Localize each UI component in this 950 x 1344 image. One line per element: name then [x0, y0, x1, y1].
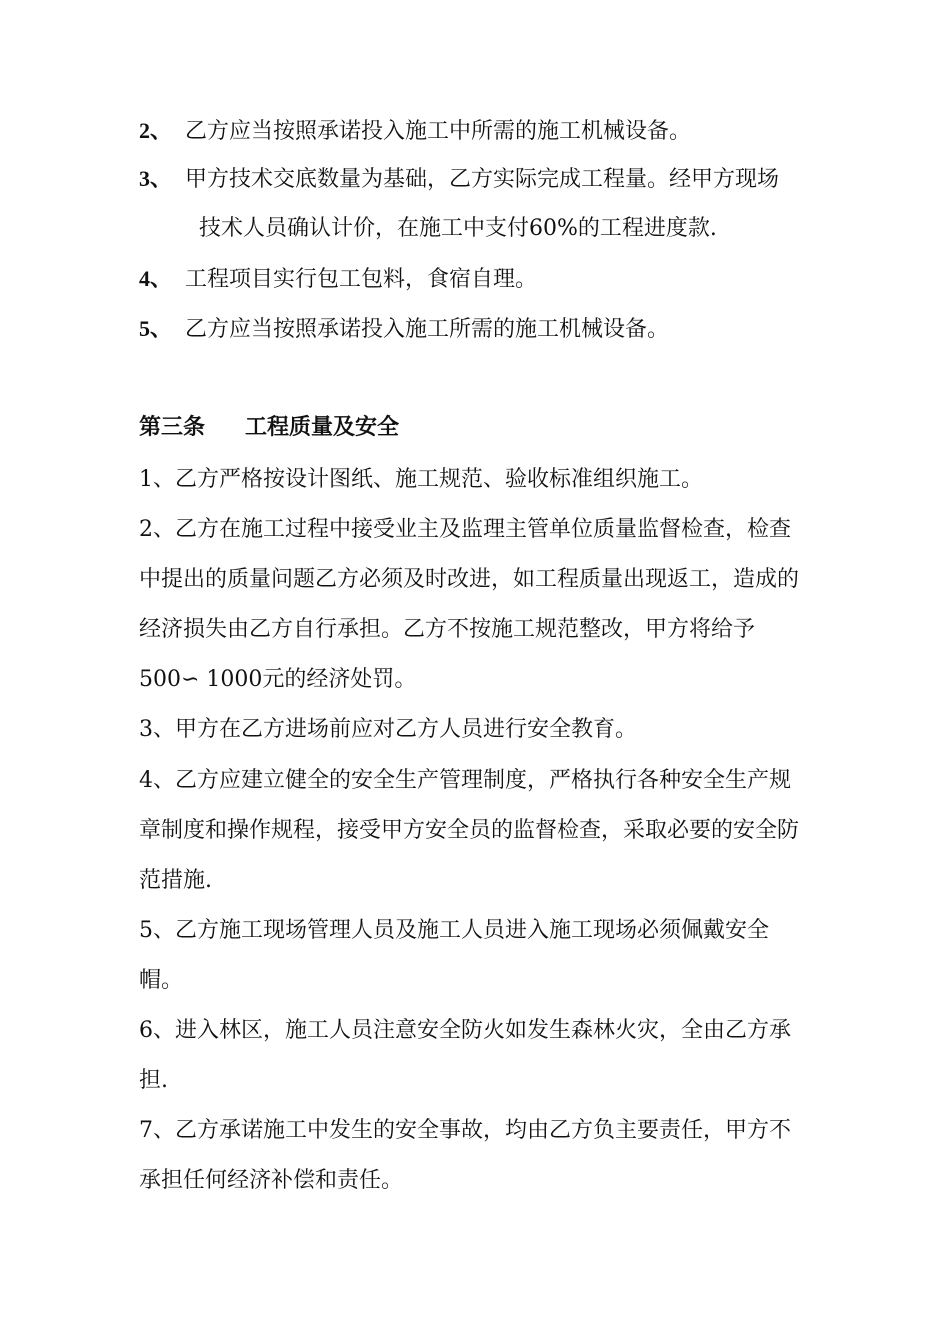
body-line: 担. [139, 1068, 168, 1093]
section-label: 第三条 [139, 415, 206, 440]
body-line: 2、乙方在施工过程中接受业主及监理主管单位质量监督检查，检查 [139, 517, 791, 542]
body-line: 3、甲方在乙方进场前应对乙方人员进行安全教育。 [139, 717, 637, 742]
body-line: 中提出的质量问题乙方必须及时改进，如工程质量出现返工，造成的 [139, 567, 800, 592]
list-item-text: 甲方技术交底数量为基础，乙方实际完成工程量。经甲方现场 [185, 167, 780, 192]
list-item-text: 工程项目实行包工包料，食宿自理。 [185, 267, 538, 292]
section-heading [139, 414, 399, 442]
body-line: 500∽ 1000元的经济处罚。 [139, 667, 417, 692]
list-item-text: 技术人员确认计价，在施工中支付60%的工程进度款. [199, 216, 717, 241]
list-item-number: 5、 [139, 316, 173, 341]
list-item-number: 3、 [139, 166, 173, 191]
body-line: 帽。 [139, 968, 184, 993]
section-title: 工程质量及安全 [245, 415, 400, 440]
body-line: 4、乙方应建立健全的安全生产管理制度，严格执行各种安全生产规 [139, 768, 791, 793]
list-item [139, 315, 669, 344]
list-item [139, 265, 537, 294]
body-line: 1、乙方严格按设计图纸、施工规范、验收标准组织施工。 [139, 467, 703, 492]
list-item-number: 2、 [139, 118, 173, 143]
body-line: 承担任何经济补偿和责任。 [139, 1168, 404, 1193]
list-item-text: 乙方应当按照承诺投入施工中所需的施工机械设备。 [185, 119, 692, 144]
list-item-text: 乙方应当按照承诺投入施工所需的施工机械设备。 [185, 317, 670, 342]
body-line: 经济损失由乙方自行承担。乙方不按施工规范整改，甲方将给予 [139, 617, 756, 642]
list-item [139, 165, 779, 194]
list-item-continuation [199, 215, 717, 243]
list-item [139, 117, 691, 146]
body-line: 6、进入林区，施工人员注意安全防火如发生森林火灾，全由乙方承 [139, 1018, 791, 1043]
body-line: 7、乙方承诺施工中发生的安全事故，均由乙方负主要责任，甲方不 [139, 1118, 791, 1143]
body-line: 5、乙方施工现场管理人员及施工人员进入施工现场必须佩戴安全 [139, 918, 769, 943]
body-line: 章制度和操作规程，接受甲方安全员的监督检查，采取必要的安全防 [139, 818, 800, 843]
list-item-number: 4、 [139, 266, 173, 291]
body-line: 范措施. [139, 868, 212, 893]
